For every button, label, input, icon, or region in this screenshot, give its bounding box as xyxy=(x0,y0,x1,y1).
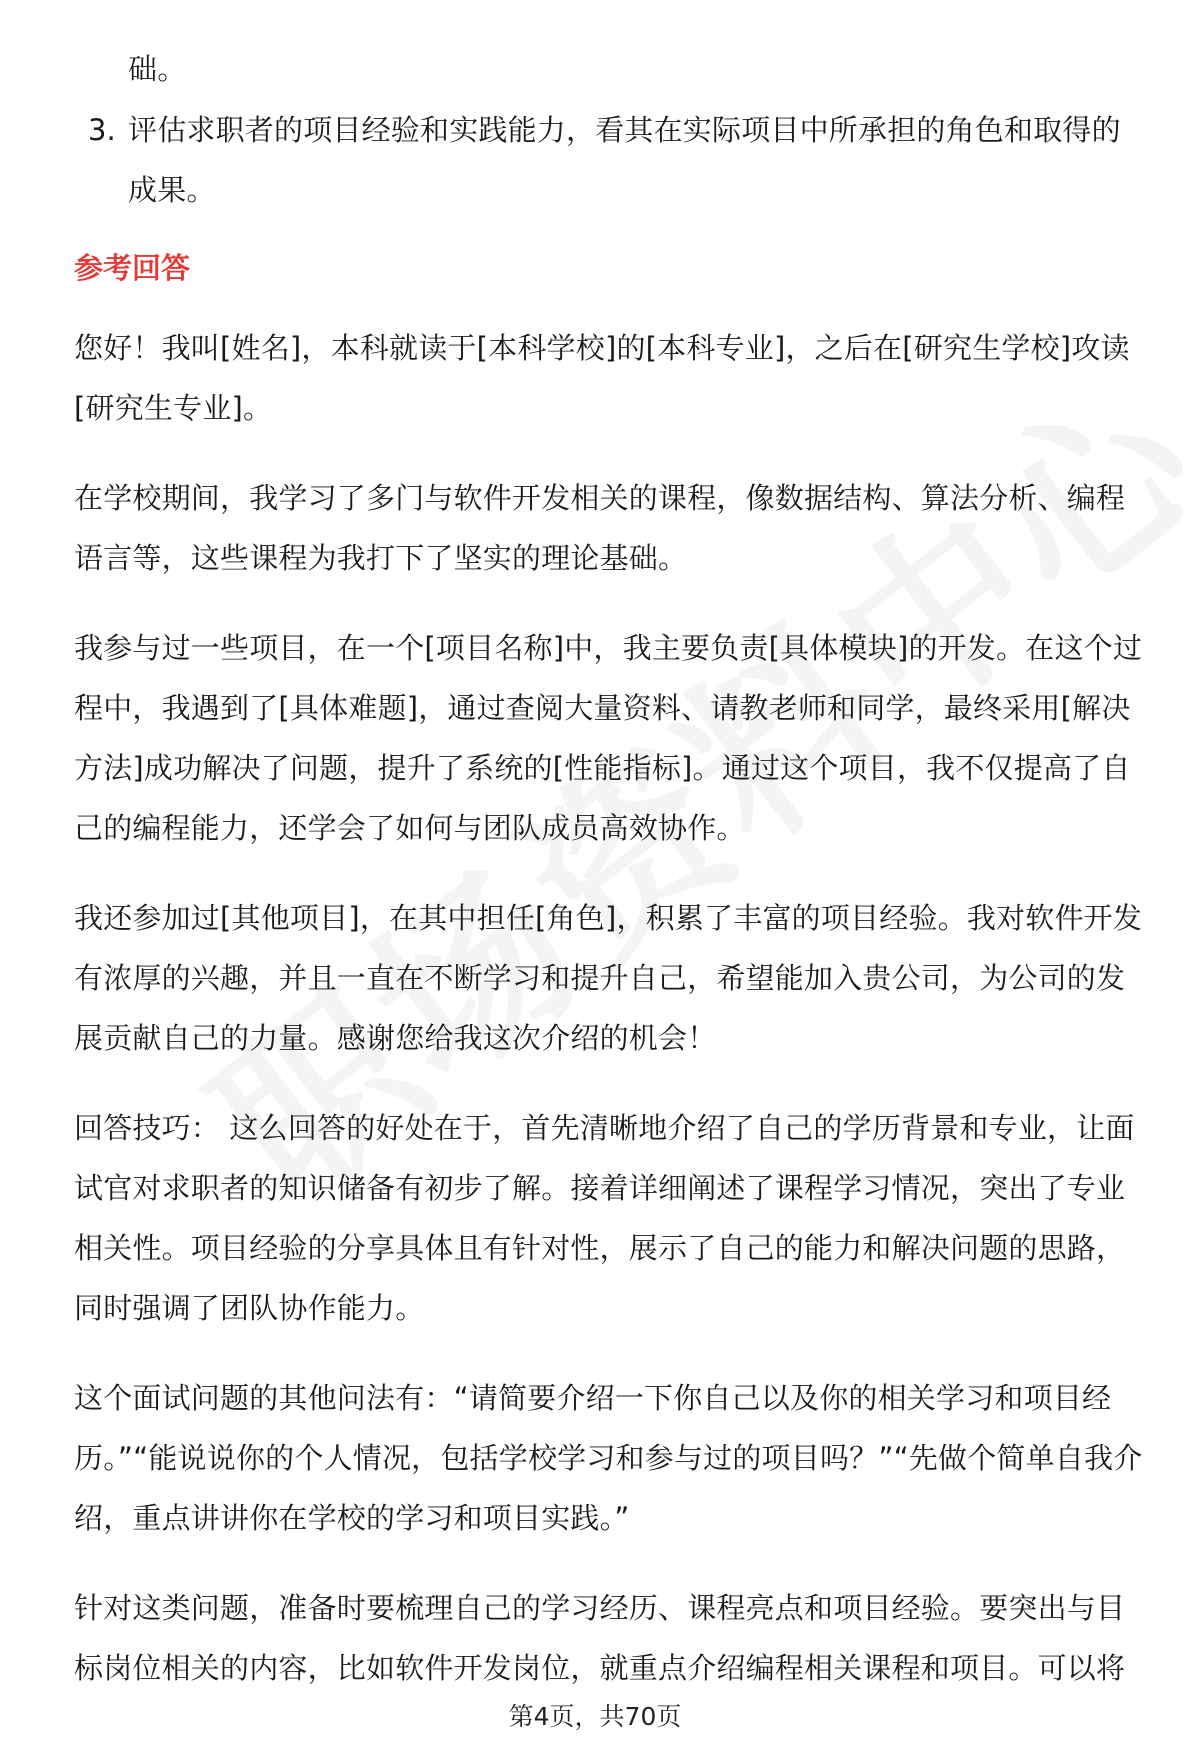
paragraph-line: 程中，我遇到了[具体难题]，通过查阅大量资料、请教老师和同学，最终采用[解决 xyxy=(74,691,1131,725)
paragraph-line: 历。”“能说说你的个人情况，包括学校学习和参与过的项目吗？”“先做个简单自我介 xyxy=(74,1441,1143,1475)
paragraph-line: 展贡献自己的力量。感谢您给我这次介绍的机会！ xyxy=(74,1021,717,1055)
paragraph-line: 在学校期间，我学习了多门与软件开发相关的课程，像数据结构、算法分析、编程 xyxy=(74,481,1126,515)
paragraph-line: 试官对求职者的知识储备有初步了解。接着详细阐述了课程学习情况，突出了专业 xyxy=(74,1171,1126,1205)
paragraph-line: 您好！我叫[姓名]，本科就读于[本科学校]的[本科专业]，之后在[研究生学校]攻读 xyxy=(74,331,1130,365)
list-item-number: 3. xyxy=(88,113,116,147)
paragraph-line: 我还参加过[其他项目]，在其中担任[角色]，积累了丰富的项目经验。我对软件开发 xyxy=(74,901,1143,935)
page-number: 第4页，共70页 xyxy=(508,1702,682,1731)
list-item-tail: 础。 xyxy=(128,52,187,86)
paragraph-line: 针对这类问题，准备时要梳理自己的学习经历、课程亮点和项目经验。要突出与目 xyxy=(74,1591,1126,1625)
paragraph-line: 标岗位相关的内容，比如软件开发岗位，就重点介绍编程相关课程和项目。可以将 xyxy=(74,1651,1126,1685)
paragraph-line: 己的编程能力，还学会了如何与团队成员高效协作。 xyxy=(74,811,746,845)
paragraph-line: 同时强调了团队协作能力。 xyxy=(74,1291,425,1325)
paragraph-line: 回答技巧： 这么回答的好处在于，首先清晰地介绍了自己的学历背景和专业，让面 xyxy=(74,1111,1135,1145)
paragraph-line: 语言等，这些课程为我打下了坚实的理论基础。 xyxy=(74,541,688,575)
paragraph-line: 方法]成功解决了问题，提升了系统的[性能指标]。通过这个项目，我不仅提高了自 xyxy=(74,751,1131,785)
paragraph-line: 绍，重点讲讲你在学校的学习和项目实践。” xyxy=(74,1501,630,1535)
paragraph-line: 有浓厚的兴趣，并且一直在不断学习和提升自己，希望能加入贵公司，为公司的发 xyxy=(74,961,1126,995)
list-item-text: 评估求职者的项目经验和实践能力，看其在实际项目中所承担的角色和取得的 xyxy=(128,113,1121,147)
section-heading: 参考回答 xyxy=(74,251,191,285)
paragraph-line: 我参与过一些项目，在一个[项目名称]中，我主要负责[具体模块]的开发。在这个过 xyxy=(74,631,1143,665)
list-item-text: 成果。 xyxy=(128,173,216,207)
paragraph-line: 这个面试问题的其他问法有：“请简要介绍一下你自己以及你的相关学习和项目经 xyxy=(74,1381,1112,1415)
paragraph-line: [研究生专业]。 xyxy=(74,391,273,425)
paragraph-line: 相关性。项目经验的分享具体且有针对性，展示了自己的能力和解决问题的思路， xyxy=(74,1231,1126,1265)
